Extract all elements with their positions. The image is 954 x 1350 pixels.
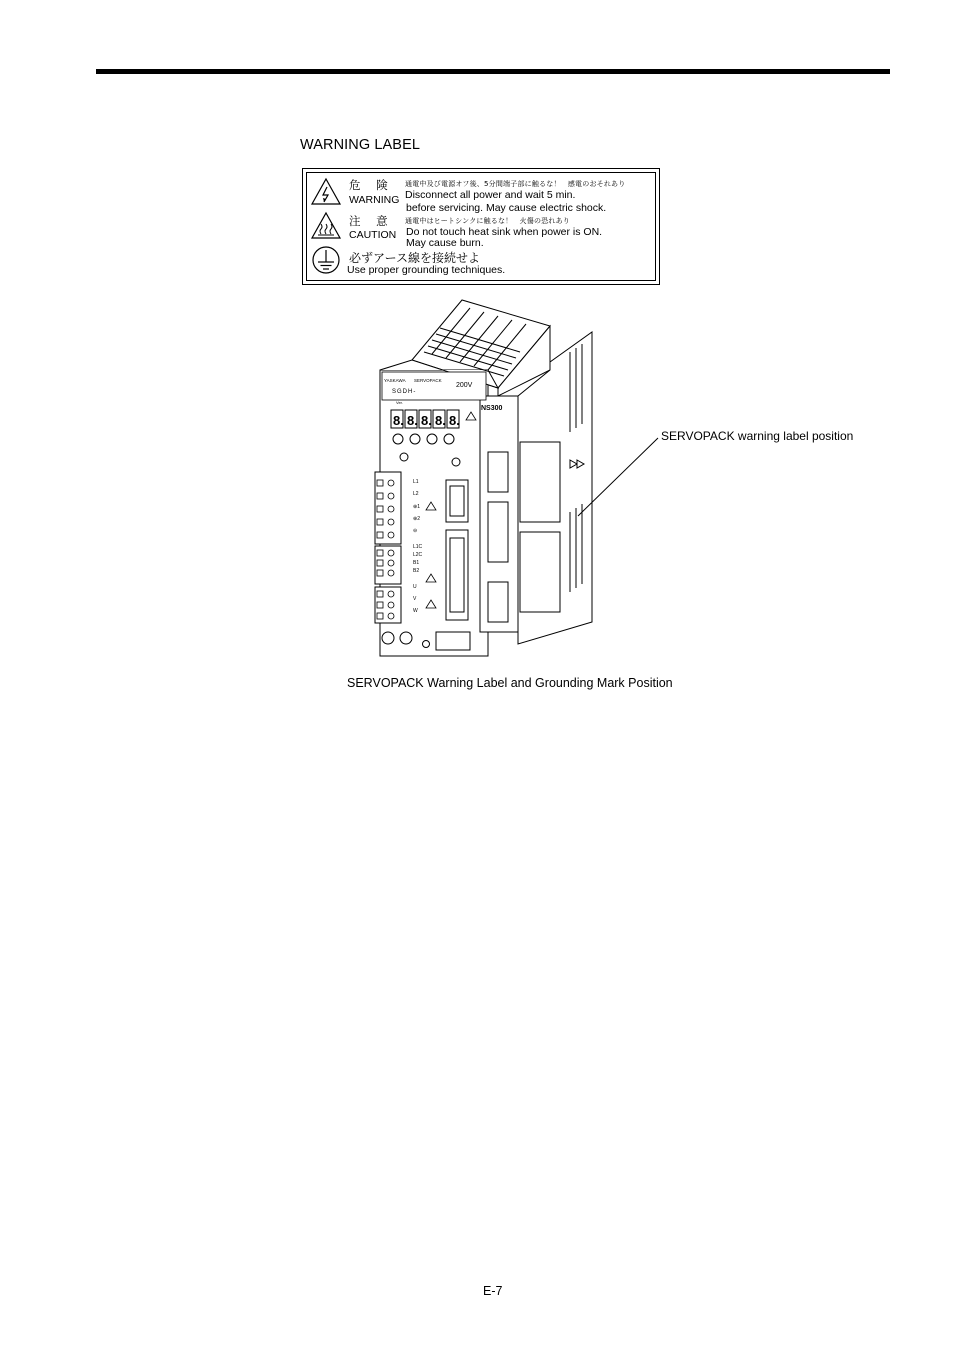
danger-text-jp: 通電中及び電源オフ後、5分間端子部に触るな！ 感電のおそれあり	[405, 180, 626, 188]
device-brand: YASKAWA	[384, 378, 406, 383]
caution-text-jp: 通電中はヒートシンクに触るな！ 火傷の恐れあり	[405, 217, 571, 225]
danger-text-en-line2: before servicing. May cause electric shock.	[406, 202, 607, 214]
caution-text-en-line2: May cause burn.	[406, 237, 484, 249]
callout-label: SERVOPACK warning label position	[661, 429, 854, 443]
terminal-label: B2	[413, 568, 420, 574]
servopack-drawing	[370, 292, 600, 664]
ground-symbol-icon	[311, 245, 341, 275]
caution-title-jp: 注 意	[349, 214, 394, 228]
top-rule	[96, 69, 890, 74]
device-ver: Ver.	[396, 400, 403, 405]
svg-text:8.: 8.	[421, 413, 432, 428]
caution-title-en: CAUTION	[349, 229, 397, 241]
terminal-label: L1	[413, 479, 419, 485]
svg-text:8.: 8.	[435, 413, 446, 428]
danger-text-en-line1: Disconnect all power and wait 5 min.	[405, 189, 576, 201]
danger-title-en: WARNING	[349, 194, 400, 206]
terminal-label: L1C	[413, 544, 423, 550]
danger-title-jp: 危 険	[349, 178, 394, 192]
svg-text:8.: 8.	[393, 413, 404, 428]
terminal-label: ⊖	[413, 528, 418, 534]
terminal-label: ⊕2	[413, 516, 420, 522]
device-voltage: 200V	[456, 382, 473, 389]
ground-text-jp: 必ずアース線を接続せよ	[349, 251, 481, 265]
electric-shock-warning-icon	[310, 177, 342, 207]
svg-text:8.: 8.	[407, 413, 418, 428]
device-model: SGDH-	[392, 389, 417, 395]
terminal-label: B1	[413, 560, 420, 566]
callout-leader-line	[570, 430, 670, 530]
option-model: NS300	[481, 405, 503, 412]
terminal-label: U	[413, 584, 417, 590]
terminal-label: V	[413, 596, 417, 602]
ground-text-en: Use proper grounding techniques.	[347, 264, 506, 276]
section-title: WARNING LABEL	[300, 137, 421, 153]
page-number: E-7	[483, 1284, 503, 1298]
caution-text-en-line1: Do not touch heat sink when power is ON.	[406, 226, 603, 238]
terminal-label: L2C	[413, 552, 423, 558]
terminal-label: L2	[413, 491, 419, 497]
device-product: SERVOPACK	[414, 378, 442, 383]
hot-surface-caution-icon	[310, 211, 342, 241]
svg-text:8.: 8.	[449, 413, 460, 428]
terminal-label: ⊕1	[413, 504, 420, 510]
terminal-label: W	[413, 608, 418, 614]
figure-caption: SERVOPACK Warning Label and Grounding Mark Position	[347, 676, 673, 690]
